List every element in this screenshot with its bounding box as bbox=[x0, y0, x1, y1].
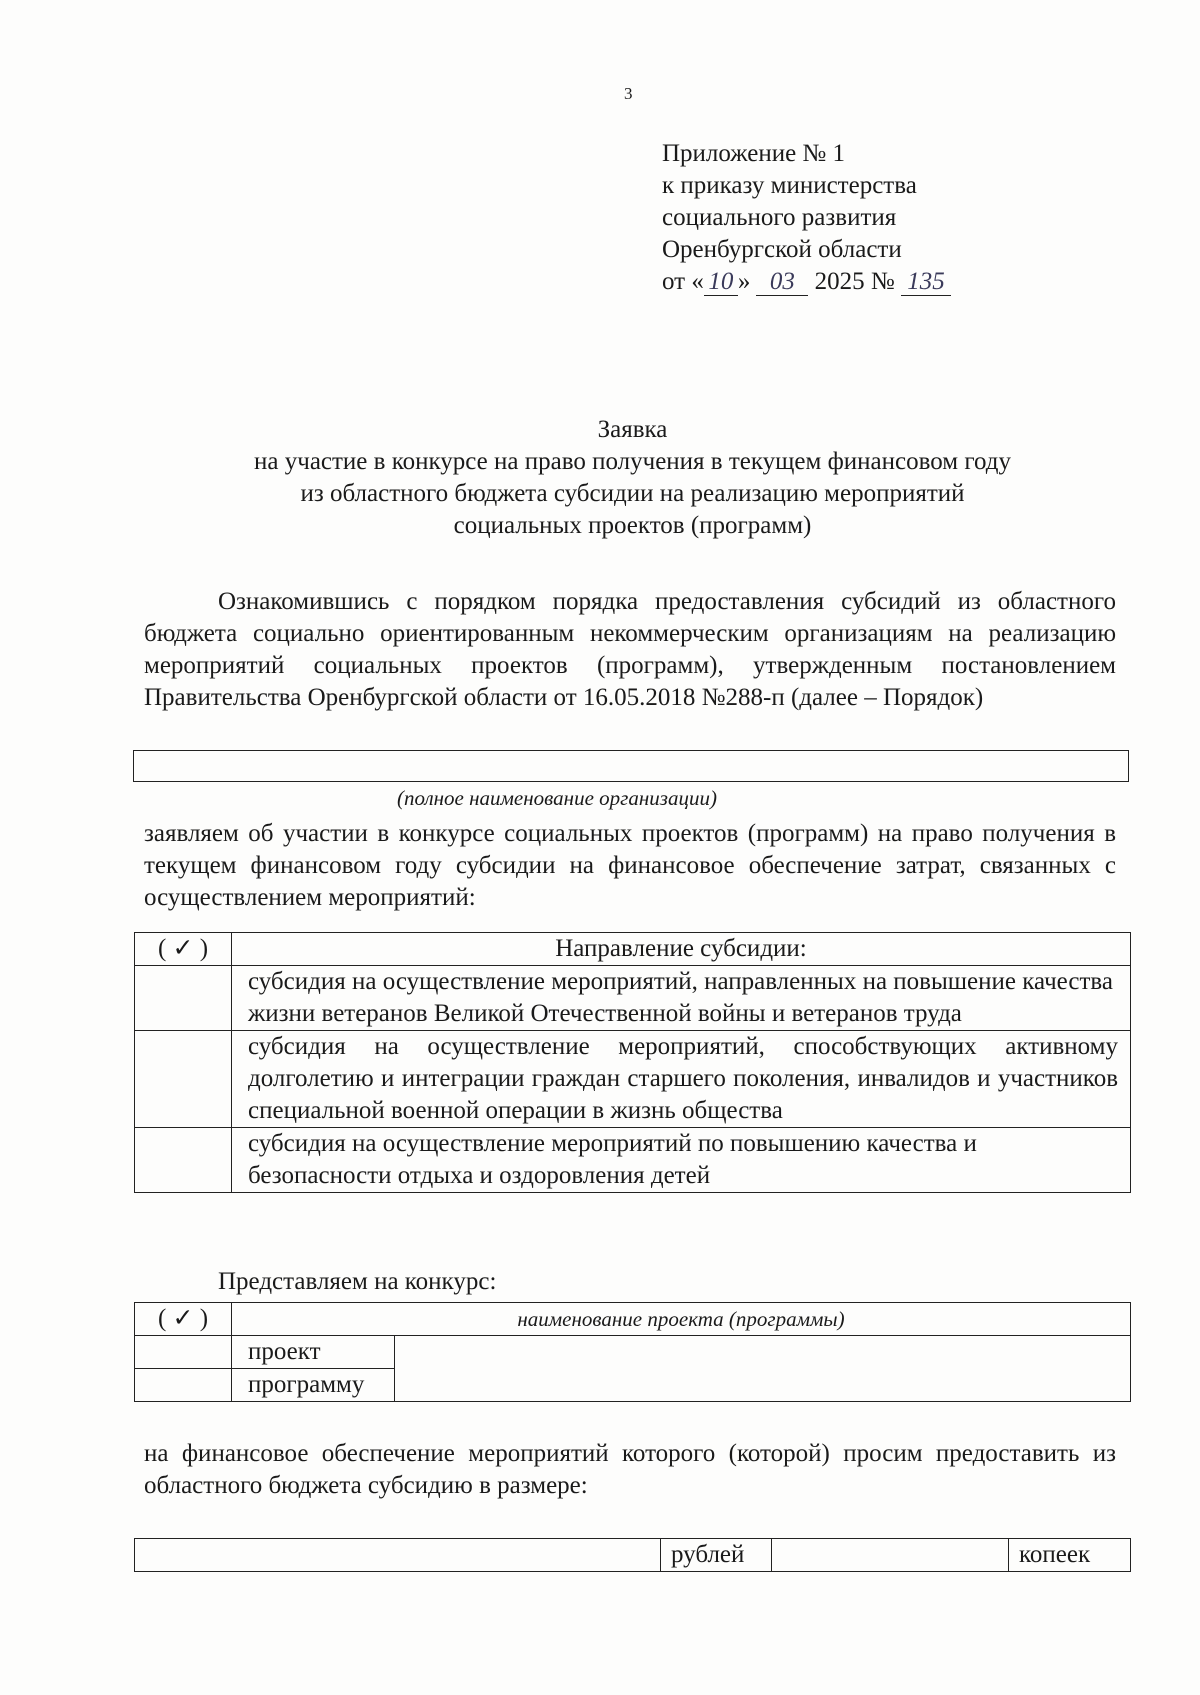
document-title bbox=[130, 414, 1135, 542]
appendix-line: Оренбургской области bbox=[662, 236, 902, 263]
direction-checkbox[interactable] bbox=[135, 1128, 232, 1193]
amount-table bbox=[134, 1538, 1131, 1572]
direction-option: субсидия на осуществление мероприятий, способствующих активному долголетию и интеграции граждан старшего поколения, инвалидов и участников специальной военной операции в жизнь общества bbox=[232, 1031, 1131, 1128]
organization-name-caption: (полное наименование организации) bbox=[397, 786, 717, 810]
direction-table bbox=[134, 932, 1131, 1193]
direction-checkbox[interactable] bbox=[135, 1031, 232, 1128]
appendix-line: Приложение № 1 bbox=[662, 140, 846, 167]
rubles-label: рублей bbox=[661, 1539, 772, 1572]
kopecks-label: копеек bbox=[1009, 1539, 1131, 1572]
appendix-block bbox=[662, 138, 951, 298]
project-option: проект bbox=[232, 1336, 395, 1369]
kopecks-field[interactable] bbox=[772, 1539, 1009, 1572]
appendix-line: к приказу министерства bbox=[662, 172, 917, 199]
page-number: 3 bbox=[624, 84, 633, 103]
direction-header: Направление субсидии: bbox=[232, 933, 1131, 966]
appendix-date-line bbox=[662, 266, 951, 298]
check-column-header: ( ✓ ) bbox=[135, 933, 232, 966]
title-line: на участие в конкурсе на право получения в текущем финансовом году bbox=[254, 448, 1011, 475]
program-checkbox[interactable] bbox=[135, 1369, 232, 1402]
project-name-field[interactable] bbox=[395, 1336, 1131, 1402]
direction-option: субсидия на осуществление мероприятий, направленных на повышение качества жизни ветеранов Великой Отечественной войны и ветеранов труда bbox=[232, 966, 1131, 1031]
title-line: социальных проектов (программ) bbox=[453, 512, 812, 539]
program-option: программу bbox=[232, 1369, 395, 1402]
date-day: 10 bbox=[704, 269, 738, 296]
title-line: из областного бюджета субсидии на реализацию мероприятий bbox=[300, 480, 965, 507]
appendix-line: социального развития bbox=[662, 204, 897, 231]
table-header-row bbox=[135, 933, 1131, 966]
date-year: 2025 № bbox=[814, 268, 895, 295]
title-line: Заявка bbox=[597, 416, 668, 443]
table-row bbox=[135, 1128, 1131, 1193]
date-mid: » bbox=[737, 268, 751, 295]
rubles-field[interactable] bbox=[135, 1539, 661, 1572]
intro-paragraph: Ознакомившись с порядком порядка предоставления субсидий из областного бюджета социально ориентированным некоммерческим организациям на реализацию мероприятий социальных проектов (программ), утвержденным постановлением Правительства Оренбургской области от 16.05.2018 №288-п (далее – Порядок) bbox=[144, 588, 1116, 711]
table-row bbox=[135, 1539, 1131, 1572]
request-paragraph: на финансовое обеспечение мероприятий которого (которой) просим предоставить из областного бюджета субсидию в размере: bbox=[144, 1440, 1116, 1499]
date-month: 03 bbox=[756, 269, 808, 296]
table-header-row bbox=[135, 1303, 1131, 1336]
check-column-header: ( ✓ ) bbox=[135, 1303, 232, 1336]
project-table bbox=[134, 1302, 1131, 1402]
direction-checkbox[interactable] bbox=[135, 966, 232, 1031]
declare-paragraph: заявляем об участии в конкурсе социальных проектов (программ) на право получения в текущем финансовом году субсидии на финансовое обеспечение затрат, связанных с осуществлением мероприятий: bbox=[144, 820, 1116, 911]
present-label: Представляем на конкурс: bbox=[218, 1268, 497, 1295]
table-row bbox=[135, 966, 1131, 1031]
project-checkbox[interactable] bbox=[135, 1336, 232, 1369]
table-row bbox=[135, 1031, 1131, 1128]
order-number: 135 bbox=[901, 269, 951, 296]
date-prefix: от « bbox=[662, 268, 704, 295]
organization-name-field[interactable] bbox=[133, 750, 1129, 782]
table-row bbox=[135, 1336, 1131, 1369]
direction-option: субсидия на осуществление мероприятий по повышению качества и безопасности отдыха и оздоровления детей bbox=[232, 1128, 1131, 1193]
project-name-header: наименование проекта (программы) bbox=[232, 1303, 1131, 1336]
